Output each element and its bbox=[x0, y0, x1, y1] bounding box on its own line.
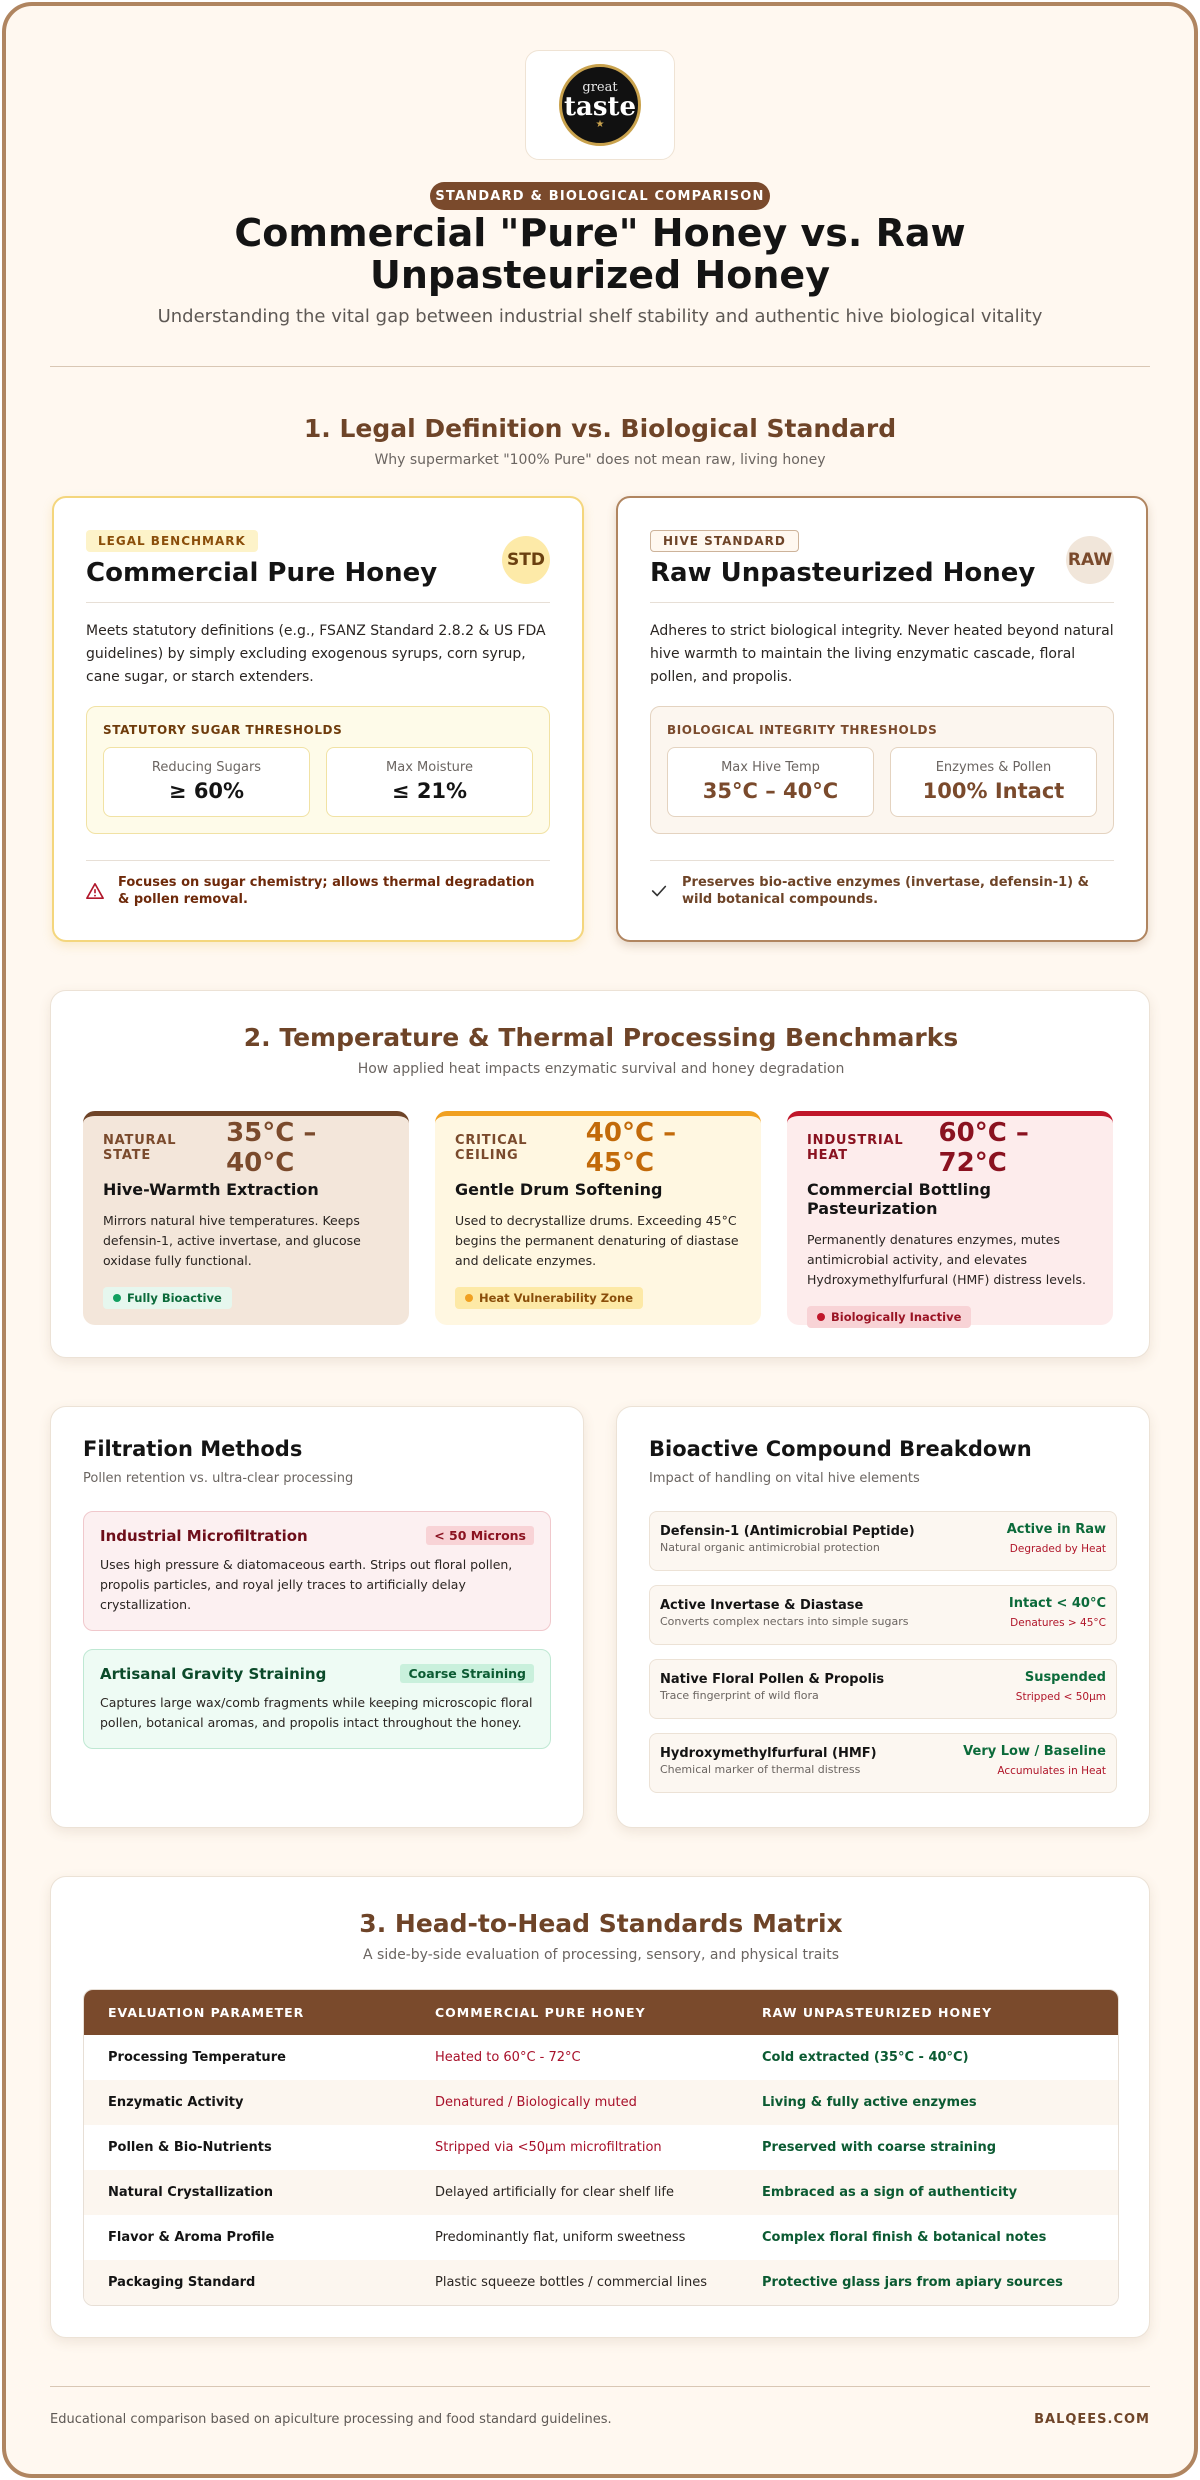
filtration-item-desc: Uses high pressure & diatomaceous earth. Strips out floral pollen, propolis particles, and royal jelly traces to artificially delay crystallization. bbox=[100, 1557, 513, 1612]
raw-card-body: Adheres to strict biological integrity. Never heated beyond natural hive warmth to maintain the living enzymatic cascade, floral pollen, and propolis. bbox=[650, 623, 1114, 685]
divider bbox=[86, 860, 550, 861]
commercial-card-body: Meets statutory definitions (e.g., FSANZ Standard 2.8.2 & US FDA guidelines) by simply excluding exogenous syrups, corn syrup, cane sugar, or starch extenders. bbox=[86, 623, 546, 685]
temp-card-critical bbox=[435, 1111, 761, 1325]
param-cell: Packaging Standard bbox=[108, 2275, 256, 2290]
column-header: COMMERCIAL PURE HONEY bbox=[435, 2005, 646, 2020]
status-dot-icon bbox=[465, 1294, 473, 1302]
commercial-cell: Plastic squeeze bottles / commercial lines bbox=[435, 2275, 708, 2290]
thresholds-title: STATUTORY SUGAR THRESHOLDS bbox=[103, 723, 343, 737]
table-row bbox=[84, 2125, 1118, 2170]
status-text: Biologically Inactive bbox=[831, 1310, 962, 1324]
param-cell: Processing Temperature bbox=[108, 2050, 286, 2065]
divider bbox=[50, 366, 1150, 367]
award-logo-card bbox=[525, 50, 675, 160]
commercial-cell: Denatured / Biologically muted bbox=[435, 2095, 637, 2110]
raw-cell: Preserved with coarse straining bbox=[762, 2140, 997, 2155]
filtration-chip: Coarse Straining bbox=[400, 1664, 534, 1683]
temp-label: INDUSTRIAL HEAT bbox=[807, 1133, 904, 1163]
std-badge: STD bbox=[502, 536, 550, 584]
param-cell: Flavor & Aroma Profile bbox=[108, 2230, 275, 2245]
compound-desc: Natural organic antimicrobial protection bbox=[660, 1541, 880, 1554]
raw-badge: RAW bbox=[1066, 536, 1114, 584]
compound-heat-state: Stripped < 50μm bbox=[1015, 1691, 1106, 1703]
threshold-value: ≤ 21% bbox=[391, 779, 468, 803]
threshold-value: ≥ 60% bbox=[168, 779, 245, 803]
section3-subtitle: A side-by-side evaluation of processing, sensory, and physical traits bbox=[363, 1947, 839, 1963]
filtration-panel bbox=[50, 1406, 584, 1828]
temp-label: CRITICAL CEILING bbox=[455, 1133, 528, 1163]
standards-table bbox=[83, 1989, 1119, 2306]
footer-site-link[interactable]: BALQEES.COM bbox=[1034, 2412, 1150, 2427]
compound-name: Defensin-1 (Antimicrobial Peptide) bbox=[660, 1524, 915, 1539]
section1-title: 1. Legal Definition vs. Biological Standard bbox=[303, 414, 897, 443]
compound-heat-state: Degraded by Heat bbox=[1009, 1543, 1106, 1555]
column-header: EVALUATION PARAMETER bbox=[108, 2005, 305, 2020]
raw-card-title: Raw Unpasteurized Honey bbox=[650, 558, 1036, 588]
matrix-panel bbox=[50, 1876, 1150, 2338]
checkmark-icon bbox=[650, 882, 668, 900]
raw-card-footer bbox=[650, 874, 1114, 908]
bioactive-row bbox=[649, 1511, 1117, 1571]
threshold-cell bbox=[326, 747, 533, 817]
great-taste-seal-icon bbox=[559, 64, 641, 146]
section3-title: 3. Head-to-Head Standards Matrix bbox=[359, 1909, 843, 1938]
commercial-footer-text: Focuses on sugar chemistry; allows thermal degradation & pollen removal. bbox=[118, 875, 535, 907]
temp-desc: Used to decrystallize drums. Exceeding 45°C begins the permanent denaturing of diastase and delicate enzymes. bbox=[455, 1213, 739, 1268]
temp-range: 60°C – 72°C bbox=[938, 1118, 1029, 1178]
compound-name: Hydroxymethylfurfural (HMF) bbox=[660, 1746, 877, 1761]
raw-cell: Living & fully active enzymes bbox=[762, 2095, 977, 2110]
temp-range: 40°C – 45°C bbox=[585, 1118, 677, 1178]
section2-title: 2. Temperature & Thermal Processing Benchmarks bbox=[243, 1023, 959, 1052]
biological-thresholds bbox=[650, 706, 1114, 834]
table-row bbox=[84, 2080, 1118, 2125]
commercial-cell: Delayed artificially for clear shelf life bbox=[435, 2185, 674, 2200]
filtration-item-title: Industrial Microfiltration bbox=[100, 1526, 308, 1545]
section2-subtitle: How applied heat impacts enzymatic survival and honey degradation bbox=[357, 1061, 845, 1077]
table-row bbox=[84, 2260, 1118, 2305]
footer-note: Educational comparison based on apiculture processing and food standard guidelines. bbox=[50, 2412, 612, 2427]
divider bbox=[86, 602, 550, 603]
raw-cell: Embraced as a sign of authenticity bbox=[762, 2185, 1018, 2200]
threshold-cell bbox=[103, 747, 310, 817]
compound-raw-state: Very Low / Baseline bbox=[963, 1744, 1106, 1759]
seal-star: ★ bbox=[595, 118, 605, 130]
hive-standard-tag: HIVE STANDARD bbox=[650, 530, 799, 552]
divider bbox=[650, 602, 1114, 603]
divider bbox=[650, 860, 1114, 861]
raw-card bbox=[616, 496, 1148, 942]
threshold-value: 35°C – 40°C bbox=[702, 779, 839, 803]
commercial-card-title: Commercial Pure Honey bbox=[86, 558, 438, 588]
compound-desc: Chemical marker of thermal distress bbox=[660, 1763, 861, 1776]
temperature-panel bbox=[50, 990, 1150, 1358]
param-cell: Natural Crystallization bbox=[108, 2185, 274, 2200]
compound-raw-state: Suspended bbox=[1024, 1670, 1106, 1685]
temp-title: Commercial Bottling Pasteurization bbox=[807, 1180, 991, 1218]
status-text: Fully Bioactive bbox=[127, 1291, 222, 1305]
divider bbox=[50, 2386, 1150, 2387]
bioactive-row bbox=[649, 1659, 1117, 1719]
filtration-chip: < 50 Microns bbox=[426, 1526, 534, 1545]
gravity-straining-box bbox=[83, 1649, 551, 1749]
raw-cell: Cold extracted (35°C - 40°C) bbox=[762, 2050, 969, 2065]
threshold-label: Max Hive Temp bbox=[721, 760, 820, 775]
bioactive-subtitle: Impact of handling on vital hive elements bbox=[649, 1471, 920, 1486]
warning-icon bbox=[86, 882, 104, 900]
temp-range: 35°C – 40°C bbox=[226, 1118, 317, 1178]
bioactive-row bbox=[649, 1585, 1117, 1645]
temp-title: Hive-Warmth Extraction bbox=[103, 1180, 319, 1199]
compound-desc: Trace fingerprint of wild flora bbox=[660, 1689, 819, 1702]
legal-benchmark-tag: LEGAL BENCHMARK bbox=[86, 530, 258, 552]
threshold-label: Enzymes & Pollen bbox=[935, 760, 1052, 775]
commercial-cell: Predominantly flat, uniform sweetness bbox=[435, 2230, 686, 2245]
compound-name: Active Invertase & Diastase bbox=[660, 1598, 864, 1613]
commercial-cell: Stripped via <50μm microfiltration bbox=[435, 2140, 662, 2155]
status-badge bbox=[455, 1287, 643, 1309]
thresholds-title: BIOLOGICAL INTEGRITY THRESHOLDS bbox=[667, 723, 938, 737]
temp-desc: Mirrors natural hive temperatures. Keeps defensin-1, active invertase, and glucose oxidase fully functional. bbox=[103, 1213, 361, 1268]
compound-heat-state: Denatures > 45°C bbox=[1010, 1617, 1106, 1629]
status-dot-icon bbox=[817, 1313, 825, 1321]
filtration-item-desc: Captures large wax/comb fragments while keeping microscopic floral pollen, botanical aromas, and propolis intact throughout the honey. bbox=[100, 1695, 533, 1730]
status-badge bbox=[103, 1287, 232, 1309]
statutory-thresholds bbox=[86, 706, 550, 834]
table-header-row bbox=[84, 1990, 1118, 2035]
threshold-cell bbox=[890, 747, 1097, 817]
table-row bbox=[84, 2170, 1118, 2215]
commercial-cell: Heated to 60°C - 72°C bbox=[435, 2050, 581, 2065]
status-text: Heat Vulnerability Zone bbox=[479, 1291, 634, 1305]
threshold-label: Reducing Sugars bbox=[151, 760, 262, 775]
section1-subtitle: Why supermarket "100% Pure" does not mean raw, living honey bbox=[374, 452, 826, 468]
bioactive-panel bbox=[616, 1406, 1150, 1828]
seal-line2: taste bbox=[563, 91, 637, 122]
bioactive-row bbox=[649, 1733, 1117, 1793]
header-pill: STANDARD & BIOLOGICAL COMPARISON bbox=[430, 182, 770, 210]
table-row bbox=[84, 2035, 1118, 2080]
threshold-cell bbox=[667, 747, 874, 817]
column-header: RAW UNPASTEURIZED HONEY bbox=[762, 2005, 993, 2020]
filtration-subtitle: Pollen retention vs. ultra-clear processing bbox=[83, 1471, 354, 1486]
raw-footer-text: Preserves bio-active enzymes (invertase, defensin-1) & wild botanical compounds. bbox=[682, 875, 1089, 907]
status-badge bbox=[807, 1306, 971, 1328]
microfiltration-box bbox=[83, 1511, 551, 1631]
raw-cell: Protective glass jars from apiary sources bbox=[762, 2275, 1063, 2290]
raw-cell: Complex floral finish & botanical notes bbox=[762, 2230, 1047, 2245]
status-dot-icon bbox=[113, 1294, 121, 1302]
compound-raw-state: Active in Raw bbox=[1006, 1522, 1106, 1537]
filtration-item-title: Artisanal Gravity Straining bbox=[100, 1664, 327, 1683]
commercial-card-footer bbox=[86, 874, 550, 908]
commercial-card bbox=[52, 496, 584, 942]
temp-card-natural bbox=[83, 1111, 409, 1325]
compound-raw-state: Intact < 40°C bbox=[1008, 1596, 1106, 1611]
bioactive-title: Bioactive Compound Breakdown bbox=[649, 1437, 1032, 1461]
seal-line1: great bbox=[582, 79, 618, 95]
temp-title: Gentle Drum Softening bbox=[455, 1180, 663, 1199]
filtration-title: Filtration Methods bbox=[83, 1437, 303, 1461]
page-title: Commercial "Pure" Honey vs. Raw Unpasteurized Honey bbox=[234, 211, 966, 297]
compound-name: Native Floral Pollen & Propolis bbox=[660, 1672, 885, 1687]
temp-card-industrial bbox=[787, 1111, 1113, 1325]
compound-desc: Converts complex nectars into simple sugars bbox=[660, 1615, 909, 1628]
page-subtitle: Understanding the vital gap between industrial shelf stability and authentic hive biological vitality bbox=[157, 306, 1043, 327]
threshold-label: Max Moisture bbox=[386, 760, 473, 775]
param-cell: Pollen & Bio-Nutrients bbox=[108, 2140, 272, 2155]
temp-desc: Permanently denatures enzymes, mutes antimicrobial activity, and elevates Hydroxymethylfurfural (HMF) distress levels. bbox=[807, 1232, 1086, 1287]
threshold-value: 100% Intact bbox=[922, 779, 1065, 803]
table-row bbox=[84, 2215, 1118, 2260]
param-cell: Enzymatic Activity bbox=[108, 2095, 244, 2110]
compound-heat-state: Accumulates in Heat bbox=[997, 1765, 1106, 1777]
temp-label: NATURAL STATE bbox=[103, 1133, 177, 1163]
